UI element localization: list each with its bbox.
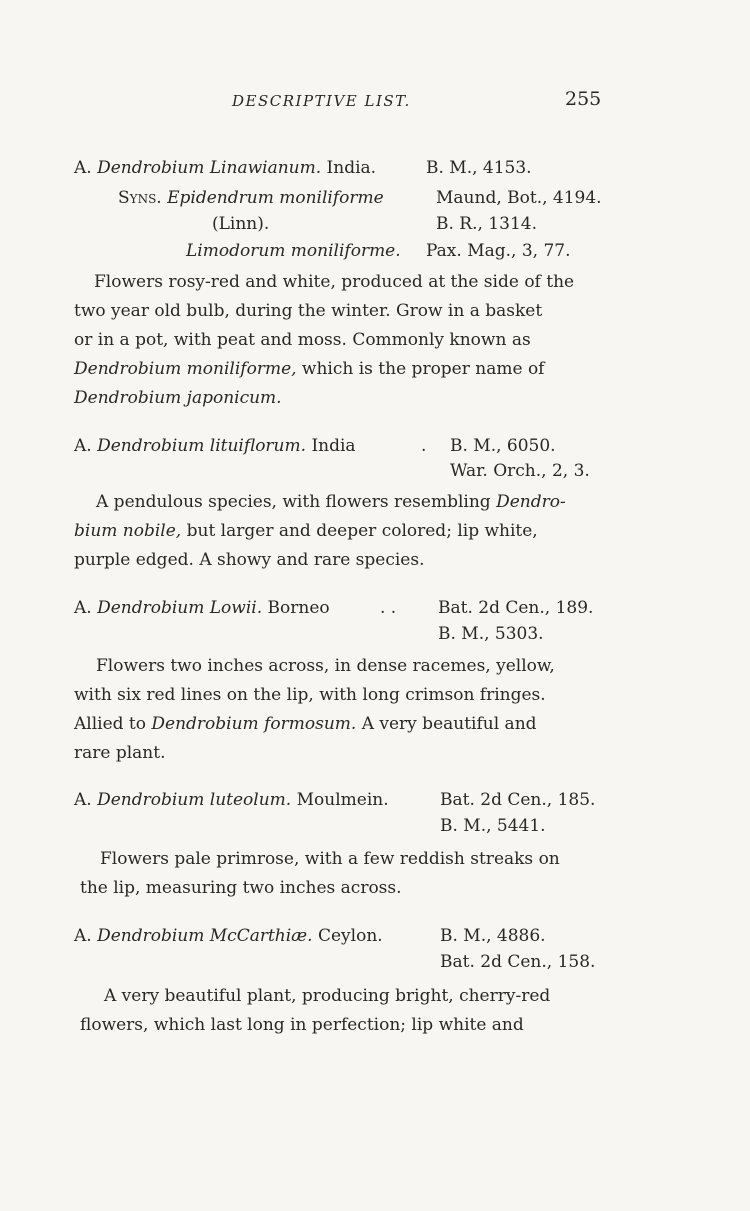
locality: Ceylon. bbox=[317, 926, 383, 946]
entry-heading: A. Dendrobium luteolum. Moulmein. bbox=[74, 790, 389, 810]
description-line: the lip, measuring two inches across. bbox=[80, 878, 402, 898]
entry-heading: A. Dendrobium lituiflorum. India bbox=[74, 436, 356, 456]
reference: B. M., 6050. bbox=[450, 436, 556, 456]
synonym-name: Epidendrum moniliforme bbox=[167, 188, 384, 208]
entry-heading: A. Dendrobium Lowii. Borneo bbox=[74, 598, 330, 618]
entry-heading: A. Dendrobium McCarthiæ. Ceylon. bbox=[74, 926, 383, 946]
locality: India. bbox=[326, 158, 377, 178]
locality: Moulmein. bbox=[296, 790, 389, 810]
description-line: rare plant. bbox=[74, 743, 166, 763]
reference: Bat. 2d Cen., 158. bbox=[440, 952, 596, 972]
description-line: Dendrobium moniliforme, which is the proper name of bbox=[74, 359, 545, 379]
reference: B. M., 5303. bbox=[438, 624, 544, 644]
locality: Borneo bbox=[267, 598, 330, 618]
reference: War. Orch., 2, 3. bbox=[450, 461, 590, 481]
species-name: Dendrobium Linawianum. bbox=[97, 158, 322, 178]
page-number: 255 bbox=[565, 88, 602, 110]
description-line: Allied to Dendrobium formosum. A very beautiful and bbox=[74, 714, 537, 734]
synonym-author: (Linn). bbox=[212, 214, 270, 234]
reference: B. M., 4153. bbox=[426, 158, 532, 178]
locality: India bbox=[311, 436, 356, 456]
description-line: with six red lines on the lip, with long crimson fringes. bbox=[74, 685, 546, 705]
description-line: purple edged. A showy and rare species. bbox=[74, 550, 425, 570]
entry-heading: A. Dendrobium Linawianum. India. bbox=[74, 158, 377, 178]
description-line: or in a pot, with peat and moss. Commonly known as bbox=[74, 330, 531, 350]
reference: Pax. Mag., 3, 77. bbox=[426, 241, 571, 261]
leader-dots: . bbox=[421, 436, 427, 456]
reference: B. R., 1314. bbox=[436, 214, 537, 234]
description-line: Flowers two inches across, in dense racemes, yellow, bbox=[96, 656, 555, 676]
reference: Bat. 2d Cen., 185. bbox=[440, 790, 596, 810]
description-line: bium nobile, but larger and deeper colored; lip white, bbox=[74, 521, 538, 541]
description-line: flowers, which last long in perfection; lip white and bbox=[80, 1015, 524, 1035]
description-line: A pendulous species, with flowers resembling Dendro- bbox=[96, 492, 566, 512]
species-name: Dendrobium luteolum. bbox=[97, 790, 292, 810]
reference: Bat. 2d Cen., 189. bbox=[438, 598, 594, 618]
synonym-line bbox=[118, 188, 384, 208]
syns-label: Syns. bbox=[118, 188, 162, 208]
description-line: A very beautiful plant, producing bright, cherry-red bbox=[104, 986, 551, 1006]
description-line: Dendrobium japonicum. bbox=[74, 388, 282, 408]
description-line: two year old bulb, during the winter. Grow in a basket bbox=[74, 301, 543, 321]
running-header: DESCRIPTIVE LIST. bbox=[232, 92, 411, 110]
species-name: Dendrobium lituiflorum. bbox=[97, 436, 307, 456]
leader-dots: . . bbox=[380, 598, 397, 618]
species-name: Dendrobium Lowii. bbox=[97, 598, 263, 618]
synonym-name: Limodorum moniliforme. bbox=[186, 241, 401, 261]
species-name: Dendrobium McCarthiæ. bbox=[97, 926, 313, 946]
reference: B. M., 4886. bbox=[440, 926, 546, 946]
description-line: Flowers pale primrose, with a few reddish streaks on bbox=[100, 849, 560, 869]
description-line: Flowers rosy-red and white, produced at the side of the bbox=[94, 272, 575, 292]
reference: Maund, Bot., 4194. bbox=[436, 188, 602, 208]
reference: B. M., 5441. bbox=[440, 816, 546, 836]
